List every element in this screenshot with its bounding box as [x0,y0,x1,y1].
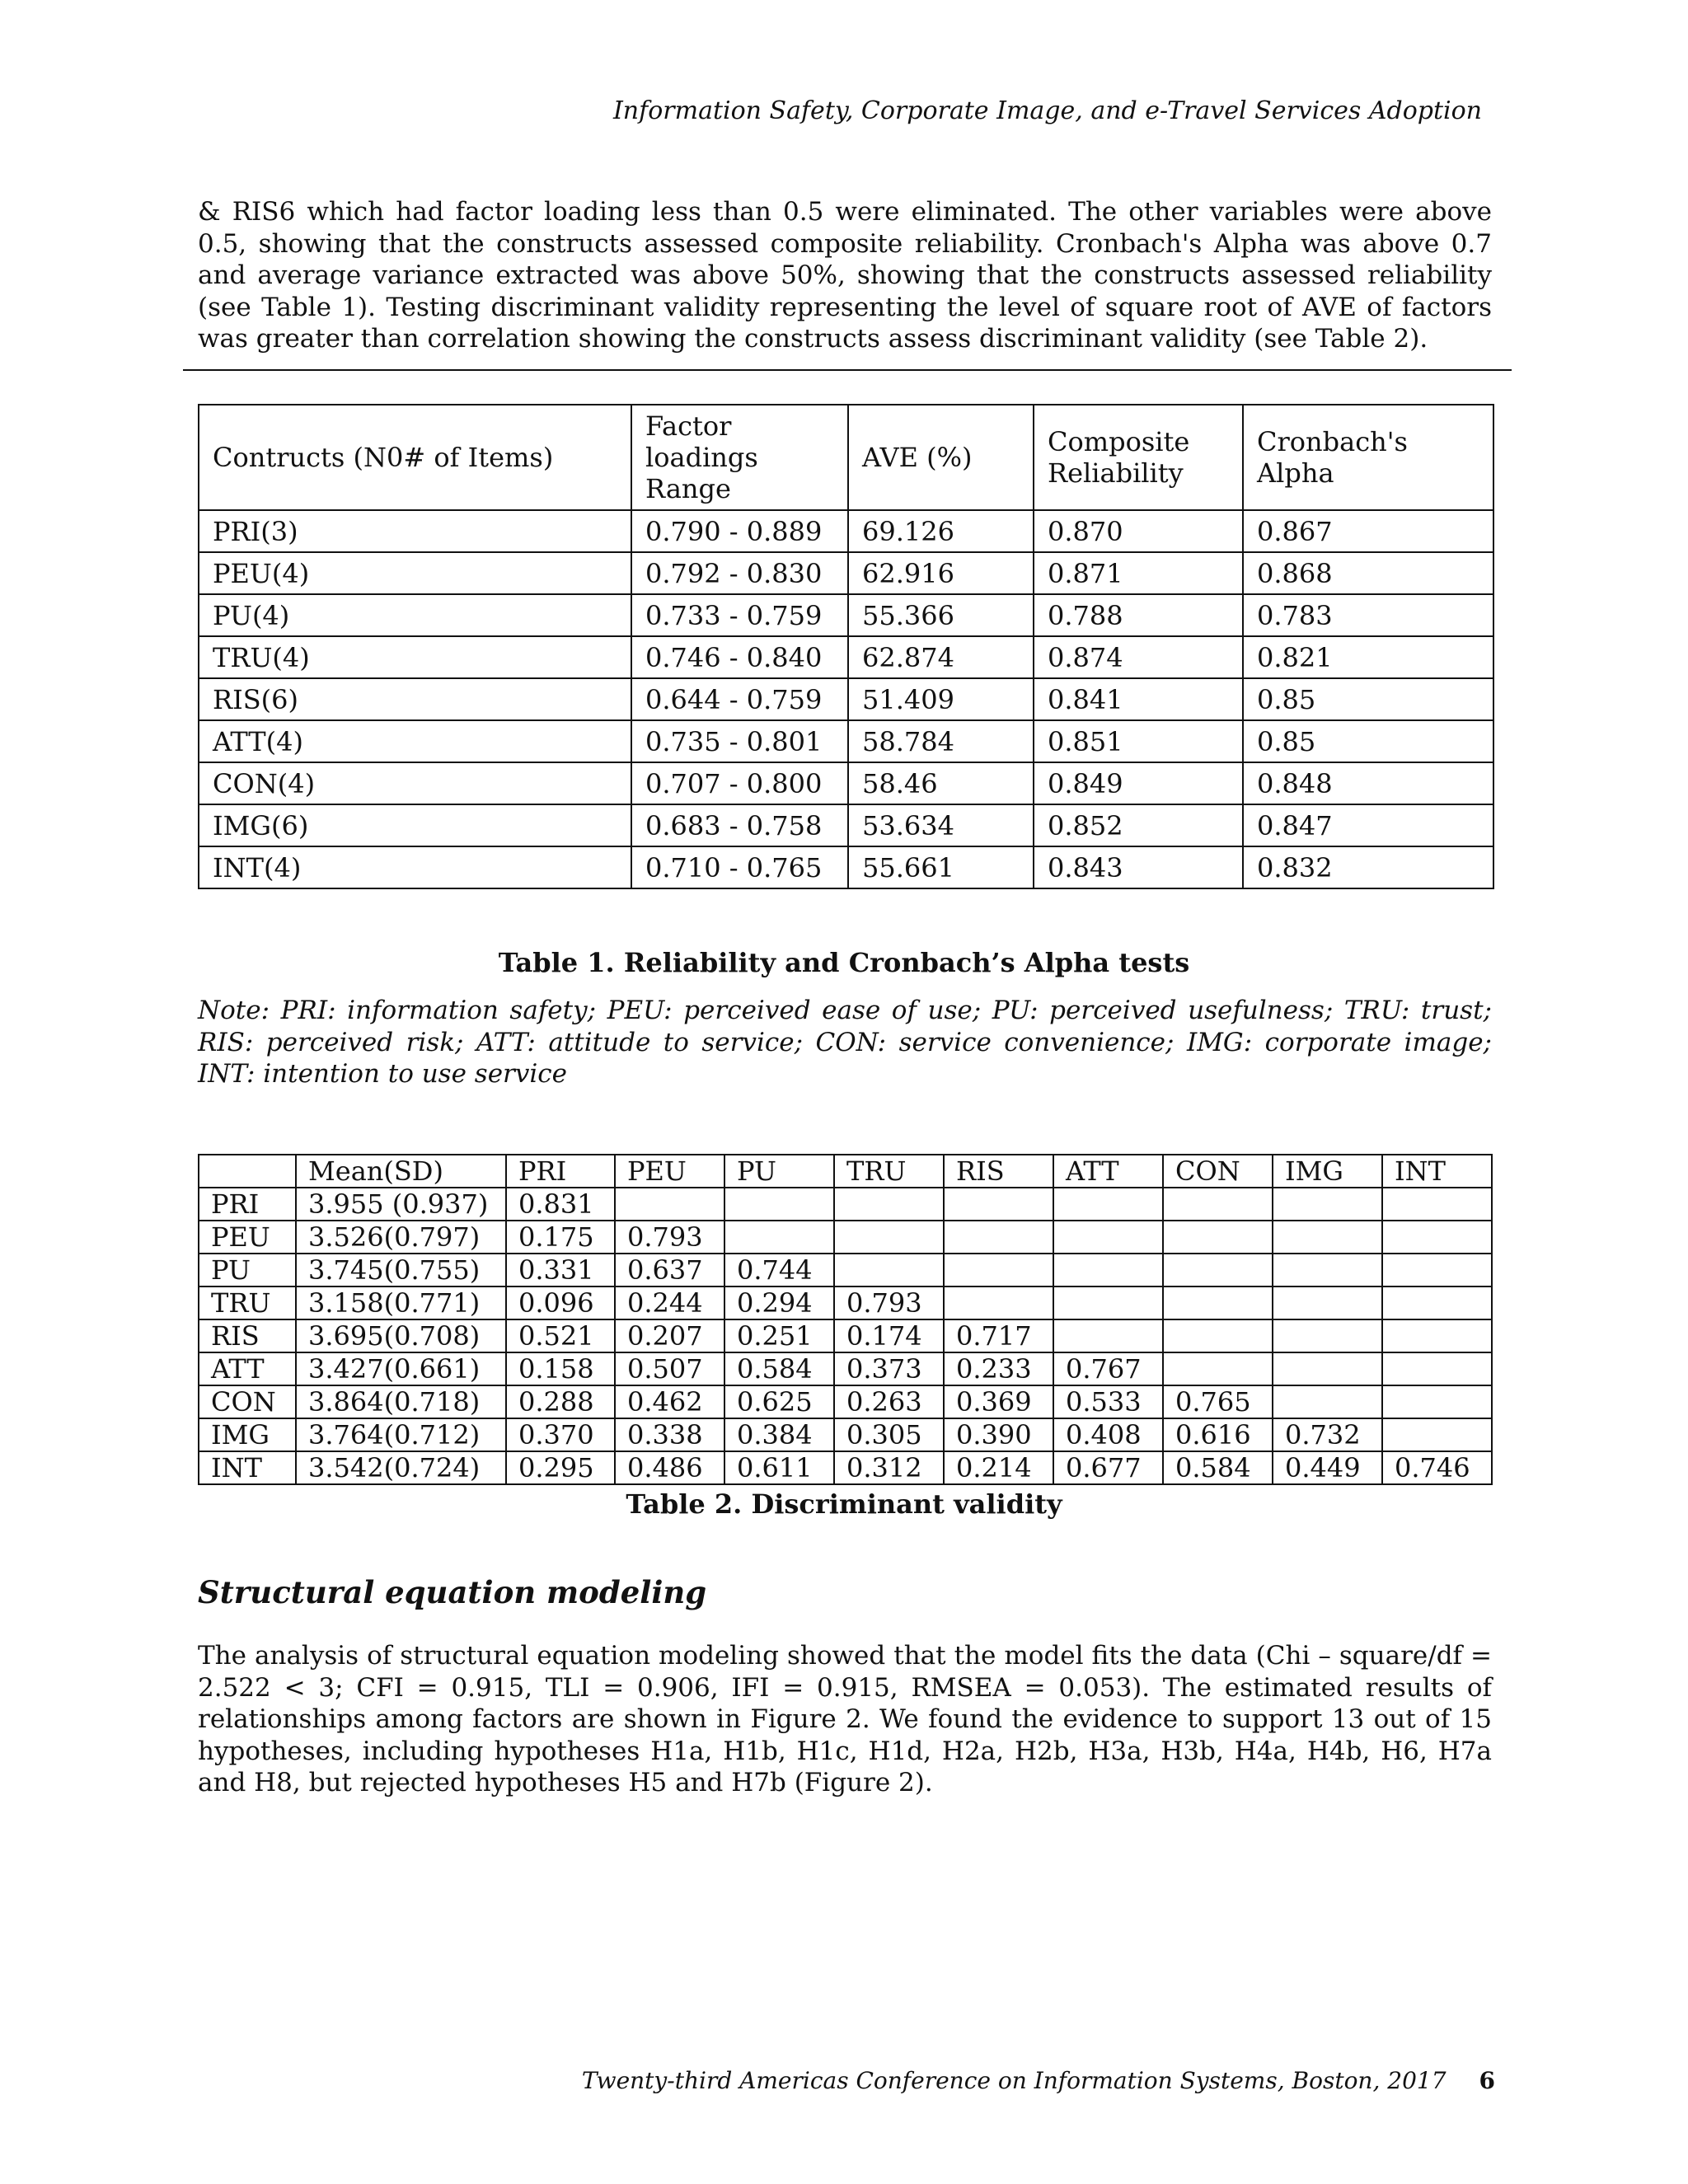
table2-cell [1053,1188,1163,1221]
table2-cell: 0.746 [1382,1451,1492,1484]
table2-row [199,1451,1492,1484]
table2-cell: 0.584 [724,1352,834,1385]
table2-cell: 0.732 [1273,1418,1382,1451]
table1-row [199,552,1493,594]
table2-cell [944,1286,1053,1319]
page-footer [94,2065,1495,2097]
table2-cell [944,1254,1053,1286]
table1-header-cell: Composite Reliability [1034,405,1243,510]
table2-cell: 0.767 [1053,1352,1163,1385]
table1-cell: 0.788 [1034,594,1243,636]
table2-cell: 0.507 [615,1352,724,1385]
table2-cell: 0.462 [615,1385,724,1418]
table1-cell: CON(4) [199,762,631,804]
table1-cell: 0.867 [1243,510,1493,552]
table2-cell [944,1221,1053,1254]
table1-cell: 0.848 [1243,762,1493,804]
table1-header-cell: AVE (%) [848,405,1034,510]
table1-cell: TRU(4) [199,636,631,678]
table2-cell: IMG [199,1418,296,1451]
table2-cell [1382,1221,1492,1254]
table1-cell: 0.843 [1034,846,1243,888]
table1-cell: 62.916 [848,552,1034,594]
table2-header-cell: Mean(SD) [296,1155,506,1188]
table2-cell [1273,1385,1382,1418]
table1-cell: 0.85 [1243,678,1493,720]
table2-cell [724,1221,834,1254]
table2-cell [724,1188,834,1221]
table2-cell: 0.637 [615,1254,724,1286]
table2-cell: 0.338 [615,1418,724,1451]
table2-cell: 3.695(0.708) [296,1319,506,1352]
discriminant-validity-table [198,1154,1493,1485]
table1-header-cell: Cronbach's Alpha [1243,405,1493,510]
table1-row [199,678,1493,720]
table1-cell: 0.868 [1243,552,1493,594]
table1-cell: ATT(4) [199,720,631,762]
table2-cell: 0.486 [615,1451,724,1484]
table2-cell [1382,1352,1492,1385]
table1-row [199,636,1493,678]
table2-cell: 0.408 [1053,1418,1163,1451]
table1-cell: 0.85 [1243,720,1493,762]
table1-header-cell: Contructs (N0# of Items) [199,405,631,510]
table1-cell: 0.707 - 0.800 [631,762,848,804]
table2-cell: 0.793 [834,1286,944,1319]
table2-cell: 0.288 [506,1385,615,1418]
table2-row [199,1188,1492,1221]
table2-header-cell: TRU [834,1155,944,1188]
table2-cell [1273,1286,1382,1319]
reliability-table [198,404,1494,889]
table1-cell: 0.851 [1034,720,1243,762]
table2-cell: 0.331 [506,1254,615,1286]
table2-cell: 3.764(0.712) [296,1418,506,1451]
table1-cell: 62.874 [848,636,1034,678]
table1-row [199,762,1493,804]
table1-cell: 0.871 [1034,552,1243,594]
table2-cell [834,1254,944,1286]
table2-cell [944,1188,1053,1221]
table2-cell [1053,1254,1163,1286]
table1-cell: 69.126 [848,510,1034,552]
table2-cell: 0.294 [724,1286,834,1319]
table1-cell: 55.661 [848,846,1034,888]
table2-cell: 3.542(0.724) [296,1451,506,1484]
table1-row [199,804,1493,846]
table1-cell: 58.46 [848,762,1034,804]
table2-cell: 0.744 [724,1254,834,1286]
table2-cell [1163,1352,1273,1385]
table2-cell: 3.526(0.797) [296,1221,506,1254]
table2-row [199,1286,1492,1319]
table2-cell: 0.244 [615,1286,724,1319]
table2-cell: 0.251 [724,1319,834,1352]
table1-cell: 0.849 [1034,762,1243,804]
section-heading: Structural equation modeling [198,1574,707,1610]
intro-paragraph: & RIS6 which had factor loading less than 0.5 were eliminated. The other variables were above 0.5, showing that the constructs assessed composite reliability. Cronbach's Alpha was above 0.7 and average variance extracted was above 50%, showing that the constructs assessed reliability (see Table 1). Testing discriminant validity representing the level of square root of AVE of factors was greater than correlation showing the constructs assess discriminant validity (see Table 2). [198,197,1492,354]
table2-cell [1053,1221,1163,1254]
table2-row [199,1254,1492,1286]
table2-header-cell: INT [1382,1155,1492,1188]
table2-cell [1163,1221,1273,1254]
table1-cell: INT(4) [199,846,631,888]
table2-cell [1053,1286,1163,1319]
table1-cell: 0.683 - 0.758 [631,804,848,846]
table2-header-row [199,1155,1492,1188]
table2-cell: 0.717 [944,1319,1053,1352]
table2-cell: 0.831 [506,1188,615,1221]
table2-cell [1273,1188,1382,1221]
table2-cell [1382,1254,1492,1286]
table2-cell: 0.611 [724,1451,834,1484]
table2-header-cell: PRI [506,1155,615,1188]
table2-cell: 0.677 [1053,1451,1163,1484]
table2-header-cell: PU [724,1155,834,1188]
table2-cell: 0.207 [615,1319,724,1352]
table2-header-cell [199,1155,296,1188]
table2-cell: 0.263 [834,1385,944,1418]
table1-row [199,594,1493,636]
table1-note: Note: PRI: information safety; PEU: perceived ease of use; PU: perceived usefulness; TRU: trust; RIS: perceived risk; ATT: attitude to service; CON: service convenience; IMG: corporate image; INT: intention to use service [198,996,1492,1089]
table1-cell: PU(4) [199,594,631,636]
table2-cell [1382,1286,1492,1319]
table2-cell [1382,1319,1492,1352]
table1-cell: 0.746 - 0.840 [631,636,848,678]
table2-cell: ATT [199,1352,296,1385]
table1-cell: 53.634 [848,804,1034,846]
table2-header-cell: PEU [615,1155,724,1188]
table2-cell: 0.384 [724,1418,834,1451]
table2-cell [1053,1319,1163,1352]
table2-cell [1273,1319,1382,1352]
table2-cell: 0.765 [1163,1385,1273,1418]
table1-cell: 0.733 - 0.759 [631,594,848,636]
table2-cell [834,1188,944,1221]
table1-cell: PRI(3) [199,510,631,552]
table2-cell [1382,1418,1492,1451]
horizontal-rule [183,369,1512,371]
table2-row [199,1385,1492,1418]
table2-cell: CON [199,1385,296,1418]
table2-row [199,1418,1492,1451]
table1-cell: 0.644 - 0.759 [631,678,848,720]
table2-cell: 0.096 [506,1286,615,1319]
table2-cell: 0.174 [834,1319,944,1352]
table2-cell: RIS [199,1319,296,1352]
table2-cell: 0.214 [944,1451,1053,1484]
table1-cell: PEU(4) [199,552,631,594]
table2-row [199,1221,1492,1254]
table1-cell: 0.783 [1243,594,1493,636]
table2-cell: 0.584 [1163,1451,1273,1484]
table2-cell: 3.864(0.718) [296,1385,506,1418]
table2-cell: 0.373 [834,1352,944,1385]
table2-cell [1163,1254,1273,1286]
page-number: 6 [1479,2067,1495,2094]
table1-cell: 51.409 [848,678,1034,720]
table1-cell: IMG(6) [199,804,631,846]
table2-header-cell: ATT [1053,1155,1163,1188]
table2-cell [1163,1188,1273,1221]
running-header: Information Safety, Corporate Image, and e-Travel Services Adoption [612,96,1482,125]
table2-cell [1163,1319,1273,1352]
table2-cell [1382,1188,1492,1221]
table2-cell: 0.175 [506,1221,615,1254]
table2-cell: 0.625 [724,1385,834,1418]
table2-cell: 0.312 [834,1451,944,1484]
table1-cell: 0.790 - 0.889 [631,510,848,552]
table2-cell [1273,1221,1382,1254]
table2-cell: 0.533 [1053,1385,1163,1418]
table1-cell: 0.852 [1034,804,1243,846]
table1-cell: 0.821 [1243,636,1493,678]
table1-row [199,510,1493,552]
table2-cell [1273,1254,1382,1286]
table2-caption: Table 2. Discriminant validity [626,1488,1062,1520]
table2-cell [615,1188,724,1221]
table2-cell: 0.295 [506,1451,615,1484]
table2-cell: 0.369 [944,1385,1053,1418]
table2-row [199,1352,1492,1385]
conference-name: Twenty-third Americas Conference on Information Systems, Boston, 2017 [581,2067,1447,2094]
table2-header-cell: IMG [1273,1155,1382,1188]
table2-cell: PRI [199,1188,296,1221]
table2-cell: 0.233 [944,1352,1053,1385]
table2-cell: 0.305 [834,1418,944,1451]
table1-cell: 0.870 [1034,510,1243,552]
table1-cell: RIS(6) [199,678,631,720]
table2-cell: PU [199,1254,296,1286]
table2-cell [834,1221,944,1254]
table2-cell: 0.370 [506,1418,615,1451]
table2-cell: 3.955 (0.937) [296,1188,506,1221]
table2-cell: 0.158 [506,1352,615,1385]
table1-row [199,846,1493,888]
table2-cell: 0.521 [506,1319,615,1352]
table2-cell: 3.427(0.661) [296,1352,506,1385]
table2-cell: 0.449 [1273,1451,1382,1484]
sem-paragraph: The analysis of structural equation modeling showed that the model fits the data (Chi – square/df = 2.522 < 3; CFI = 0.915, TLI = 0.906, IFI = 0.915, RMSEA = 0.053). The estimated results of relationships among factors are shown in Figure 2. We found the evidence to support 13 out of 15 hypotheses, including hypotheses H1a, H1b, H1c, H1d, H2a, H2b, H3a, H3b, H4a, H4b, H6, H7a and H8, but rejected hypotheses H5 and H7b (Figure 2). [198,1641,1492,1797]
table1-cell: 0.735 - 0.801 [631,720,848,762]
table2-cell [1382,1385,1492,1418]
table1-cell: 0.847 [1243,804,1493,846]
table2-cell [1273,1352,1382,1385]
table2-cell [1163,1286,1273,1319]
table2-cell: 0.616 [1163,1418,1273,1451]
table2-cell: 3.745(0.755) [296,1254,506,1286]
table1-cell: 0.841 [1034,678,1243,720]
table1-cell: 0.832 [1243,846,1493,888]
table1-row [199,720,1493,762]
table1-cell: 0.710 - 0.765 [631,846,848,888]
table1-cell: 55.366 [848,594,1034,636]
table2-row [199,1319,1492,1352]
table2-cell: 0.390 [944,1418,1053,1451]
table1-cell: 58.784 [848,720,1034,762]
table1-header-row [199,405,1493,510]
table1-cell: 0.874 [1034,636,1243,678]
table2-header-cell: RIS [944,1155,1053,1188]
table1-cell: 0.792 - 0.830 [631,552,848,594]
table2-cell: INT [199,1451,296,1484]
table1-caption: Table 1. Reliability and Cronbach’s Alpha tests [498,947,1190,978]
table2-cell: 0.793 [615,1221,724,1254]
table2-cell: TRU [199,1286,296,1319]
table2-cell: 3.158(0.771) [296,1286,506,1319]
table1-header-cell: Factor loadings Range [631,405,848,510]
table2-header-cell: CON [1163,1155,1273,1188]
table2-cell: PEU [199,1221,296,1254]
